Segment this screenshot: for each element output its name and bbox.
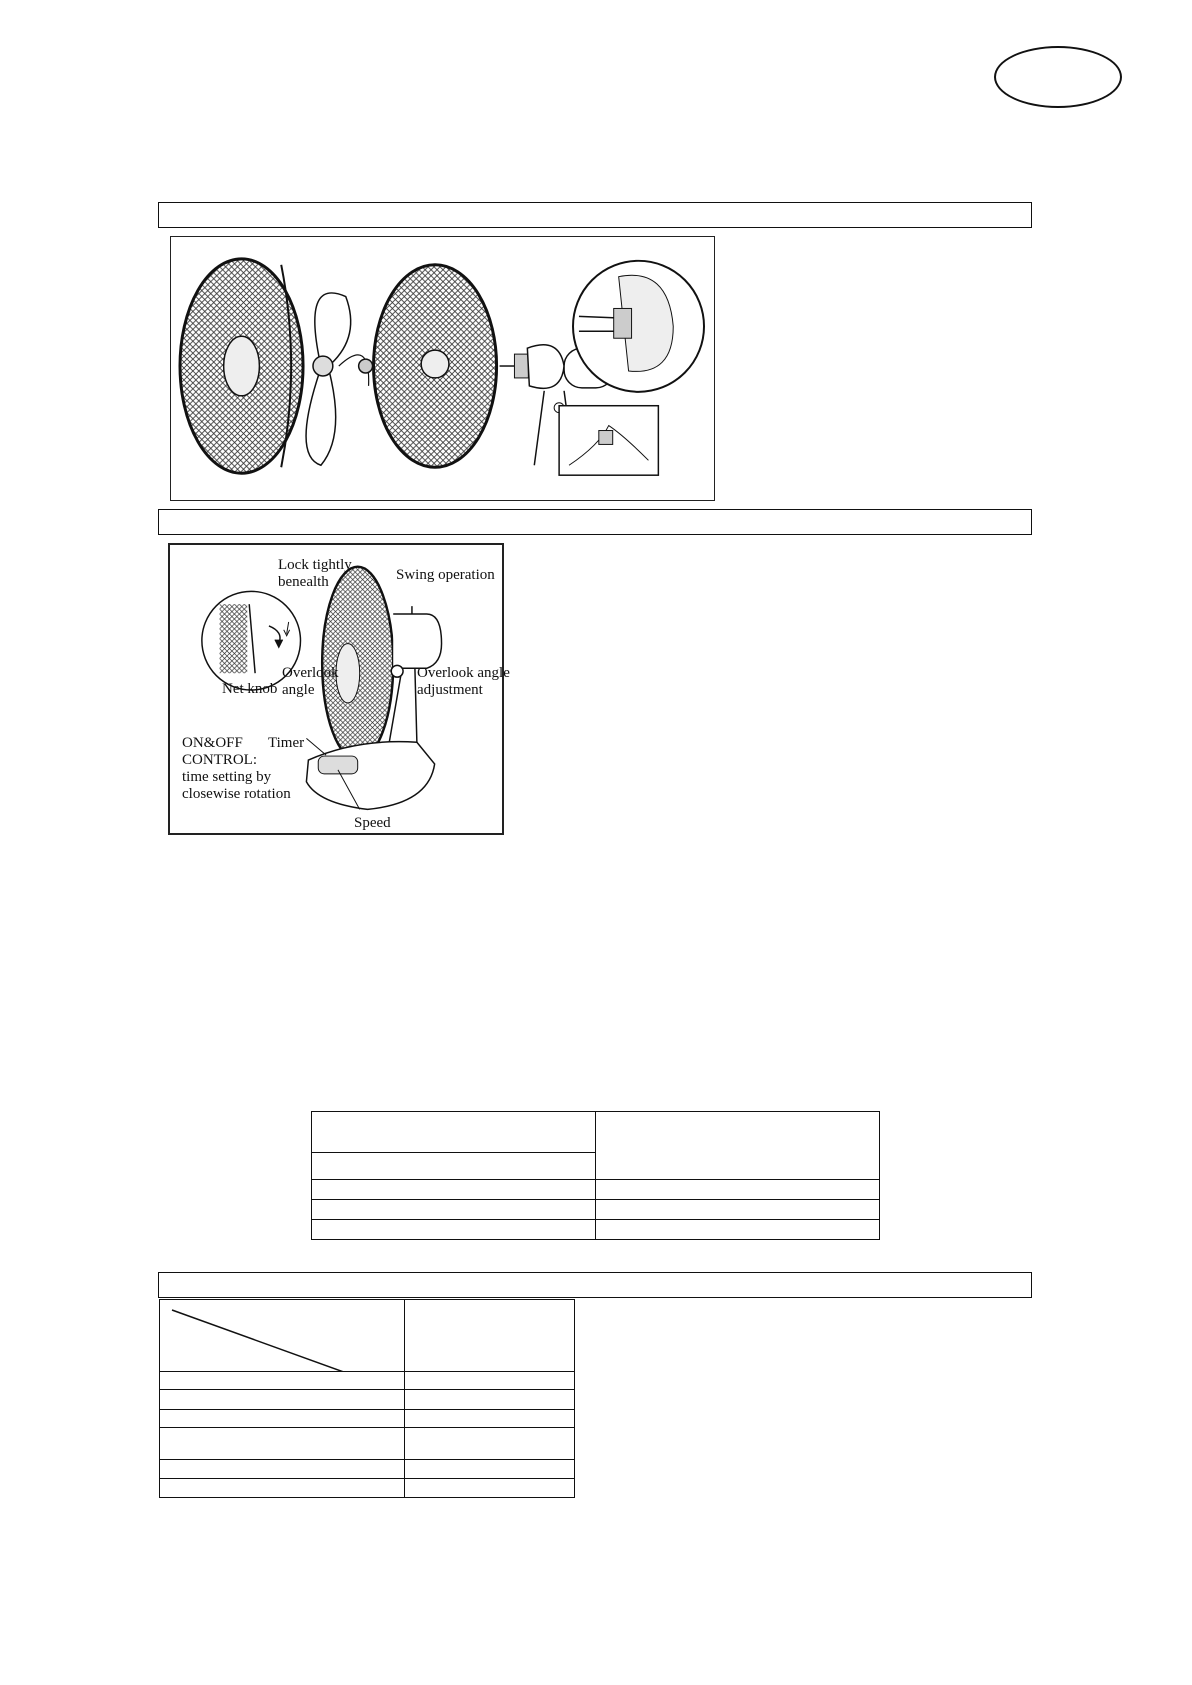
table-cell (160, 1460, 405, 1479)
table-cell (596, 1220, 880, 1240)
table-cell (596, 1112, 880, 1180)
table-cell (312, 1220, 596, 1240)
label-speed: Speed (354, 815, 391, 831)
table-cell (405, 1428, 575, 1460)
rear-grille-icon (374, 265, 497, 467)
table-cell (160, 1410, 405, 1428)
table-cell (312, 1200, 596, 1220)
label-timer: Timer (268, 735, 305, 751)
operation-diagram (168, 543, 510, 835)
fan-base-icon (306, 742, 434, 810)
table-cell (312, 1153, 596, 1180)
fan-blade-icon (306, 293, 369, 465)
spinner-icon (359, 359, 373, 373)
label-swing-operation: Swing operation (396, 567, 495, 583)
table-cell (160, 1479, 405, 1498)
table-cell (405, 1479, 575, 1498)
assembly-illustration (171, 237, 714, 500)
label-onoff-control: ON&OFF CONTROL: time setting by closewise rotation (182, 735, 291, 802)
diagonal-line (160, 1300, 404, 1372)
zoom-detail-icon (573, 261, 704, 392)
language-badge (994, 46, 1122, 108)
table-cell (405, 1460, 575, 1479)
table-cell (405, 1390, 575, 1410)
section-header-troubleshooting (158, 1272, 1032, 1298)
diagonal-header-cell (160, 1300, 405, 1372)
table-cell (596, 1180, 880, 1200)
label-lock-tightly: Lock tightly benealth (278, 557, 352, 590)
section-header-operation (158, 509, 1032, 535)
label-overlook-adjustment: Overlook angle adjustment (417, 665, 510, 698)
section-header-assembly (158, 202, 1032, 228)
table-cell (405, 1300, 575, 1372)
assembly-diagram (170, 236, 715, 501)
spec-table (311, 1111, 880, 1240)
table-cell (405, 1372, 575, 1390)
label-net-knob: Net knob (222, 681, 278, 697)
table-cell (160, 1428, 405, 1460)
table-cell (312, 1180, 596, 1200)
table-cell (596, 1200, 880, 1220)
table-cell (160, 1390, 405, 1410)
label-overlook-angle: Overlook angle (282, 665, 339, 698)
table-cell (312, 1112, 596, 1153)
troubleshooting-table (159, 1299, 575, 1498)
table-cell (160, 1372, 405, 1390)
table-cell (405, 1410, 575, 1428)
front-grille-icon (180, 259, 303, 473)
lock-detail-icon (559, 406, 658, 475)
